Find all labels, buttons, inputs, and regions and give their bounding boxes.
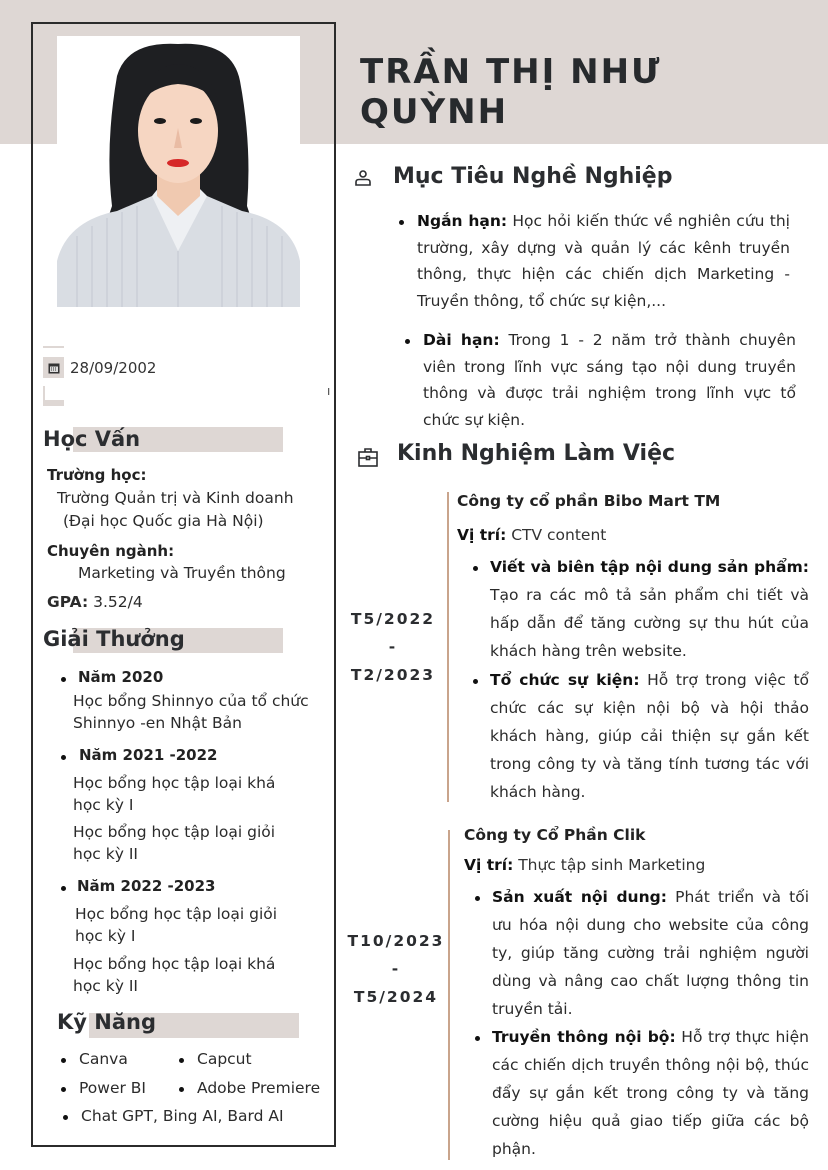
responsibility-text: Phát triển và tối ưu hóa nội dung cho website của công ty, giúp tăng cường trải nghiệm người dùng và nâng cao chất lượng thông tin truyền tải. — [492, 888, 810, 1018]
award-line: học kỳ II — [73, 977, 138, 995]
job-position — [464, 856, 705, 874]
skill-item: Power BI — [79, 1079, 146, 1097]
person-icon — [354, 169, 372, 191]
bullet — [475, 896, 480, 901]
job-date-sep: - — [388, 638, 398, 656]
gpa-label: GPA: — [47, 593, 89, 611]
job-date-range — [346, 927, 446, 1011]
candidate-name: TRẦN THỊ NHƯ QUỲNH — [360, 52, 662, 132]
school-label: Trường học: — [47, 466, 147, 484]
award-line: Học bổng học tập loại giỏi — [75, 905, 278, 923]
awards-heading: Giải Thưởng — [43, 627, 185, 651]
short-term-label: Ngắn hạn: — [417, 212, 508, 230]
award-line: học kỳ II — [73, 845, 138, 863]
responsibility-text: Hỗ trợ thực hiện các chiến dịch truyền thông nội bộ, thúc đẩy sự gắn kết trong công ty và tăng cường hiệu quả giao tiếp giữa các bộ phận. — [492, 1028, 809, 1158]
long-term-text: Trong 1 - 2 năm trở thành chuyên viên trong lĩnh vực sáng tạo nội dung truyền thông và được trải nghiệm trong lĩnh vực tổ chức sự kiện. — [423, 331, 796, 429]
objective-short-term — [417, 208, 790, 314]
bullet — [61, 755, 66, 760]
responsibility-label: Truyền thông nội bộ: — [492, 1028, 676, 1046]
responsibility-label: Sản xuất nội dung: — [492, 888, 667, 906]
contact-divider — [43, 346, 64, 348]
award-year: Năm 2020 — [78, 668, 164, 686]
award-line: Học bổng học tập loại giỏi — [73, 823, 276, 841]
job-date-end: T2/2023 — [350, 666, 436, 684]
profile-photo — [57, 36, 300, 307]
major-label: Chuyên ngành: — [47, 542, 175, 560]
award-line: Học bổng học tập loại khá — [73, 774, 276, 792]
award-year: Năm 2021 -2022 — [79, 746, 218, 764]
skill-item: Capcut — [197, 1050, 252, 1068]
bullet — [399, 220, 404, 225]
bullet — [61, 677, 66, 682]
calendar-icon — [43, 357, 64, 378]
job-date-start: T5/2022 — [350, 610, 436, 628]
position-value: CTV content — [506, 526, 607, 544]
job-date-start: T10/2023 — [347, 932, 445, 950]
responsibility-label: Tổ chức sự kiện: — [490, 671, 640, 689]
experience-title: Kinh Nghiệm Làm Việc — [397, 441, 676, 466]
bullet — [179, 1087, 184, 1092]
award-line: học kỳ I — [75, 927, 136, 945]
bullet — [179, 1058, 184, 1063]
long-term-label: Dài hạn: — [423, 331, 500, 349]
bullet — [473, 679, 478, 684]
job-date-end: T5/2024 — [353, 988, 439, 1006]
timeline-line — [448, 830, 450, 1160]
major-value: Marketing và Truyền thông — [78, 564, 286, 582]
responsibility-text: Tạo ra các mô tả sản phẩm chi tiết và hấp dẫn để tăng cường sự thu hút của khách hàng trên website. — [490, 586, 809, 660]
briefcase-icon — [357, 446, 379, 472]
award-line: Học bổng Shinnyo của tổ chức — [73, 692, 309, 710]
bullet — [473, 566, 478, 571]
portrait-illustration — [57, 36, 300, 307]
skill-item: Chat GPT, Bing AI, Bard AI — [81, 1107, 284, 1125]
short-term-text: Học hỏi kiến thức về nghiên cứu thị trường, xây dựng và quản lý các kênh truyền thông, thực hiện các chiến dịch Marketing - Truyền thông, tổ chức sự kiện,... — [417, 212, 790, 310]
objective-long-term — [423, 327, 796, 433]
job-date-range — [343, 605, 443, 689]
bullet — [61, 1087, 66, 1092]
gpa-value: 3.52/4 — [88, 593, 143, 611]
award-line: học kỳ I — [73, 796, 134, 814]
bullet — [61, 1058, 66, 1063]
skills-heading: Kỹ Năng — [57, 1010, 157, 1034]
job-responsibility — [490, 553, 809, 665]
contact-stray-glyph: ı — [327, 384, 331, 398]
bullet — [475, 1036, 480, 1041]
award-line: Shinnyo -en Nhật Bản — [73, 714, 242, 732]
timeline-line — [447, 492, 449, 802]
responsibility-text: Hỗ trợ trong việc tổ chức các sự kiện nội bộ và hội thảo khách hàng, giúp cải thiện sự gắn kết trong công ty và tăng tính tương tác với khách hàng. — [490, 671, 809, 801]
bullet — [405, 339, 410, 344]
contact-bracket — [43, 386, 64, 406]
award-year: Năm 2022 -2023 — [77, 877, 216, 895]
school-name-line1: Trường Quản trị và Kinh doanh — [57, 489, 294, 507]
date-of-birth: 28/09/2002 — [70, 358, 157, 377]
school-name-line2: (Đại học Quốc gia Hà Nội) — [63, 512, 264, 530]
responsibility-label: Viết và biên tập nội dung sản phẩm: — [490, 558, 809, 576]
bullet — [63, 1115, 68, 1120]
dob-row — [43, 357, 156, 378]
skill-item: Adobe Premiere — [197, 1079, 321, 1097]
award-line: Học bổng học tập loại khá — [73, 955, 276, 973]
job-company: Công ty cổ phần Bibo Mart TM — [457, 492, 721, 510]
job-responsibility — [492, 883, 809, 1023]
job-company: Công ty Cổ Phần Clik — [464, 826, 646, 844]
gpa-row — [47, 593, 143, 611]
job-position — [457, 526, 606, 544]
position-label: Vị trí: — [464, 856, 514, 874]
education-heading: Học Vấn — [43, 427, 141, 451]
skill-item: Canva — [79, 1050, 128, 1068]
job-responsibility — [492, 1023, 809, 1163]
objective-title: Mục Tiêu Nghề Nghiệp — [393, 164, 673, 189]
job-responsibility — [490, 666, 809, 806]
position-label: Vị trí: — [457, 526, 507, 544]
position-value: Thực tập sinh Marketing — [513, 856, 706, 874]
bullet — [61, 886, 66, 891]
job-date-sep: - — [391, 960, 401, 978]
